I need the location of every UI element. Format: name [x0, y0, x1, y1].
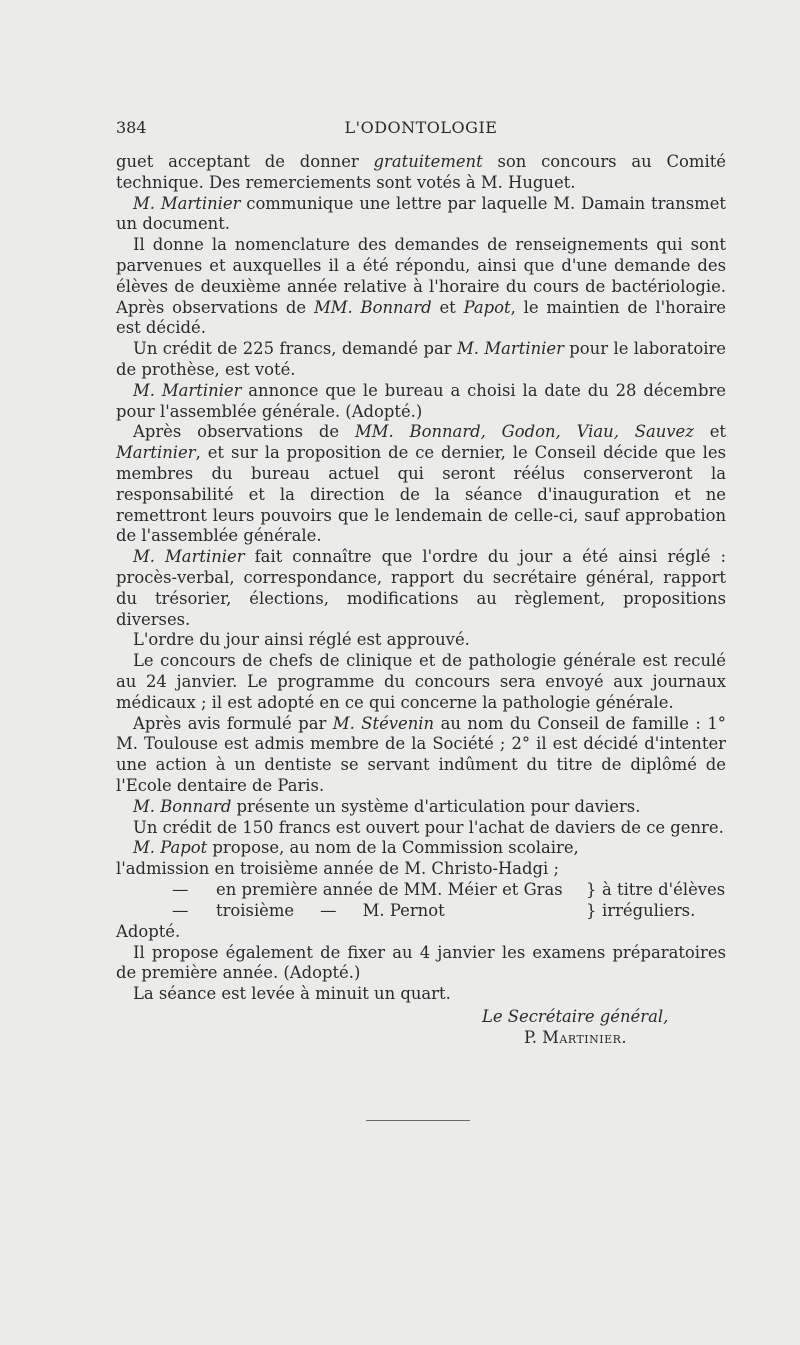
paragraph: Après observations de MM. Bonnard, Godon, Viau, Sauvez et Martinier, et sur la proposition de ce dernier, le Conseil décide que les membres du bureau actuel qui seront réélus conserveront la responsabilité et la direction de la séance d'inauguration et ne remettront leurs pouvoirs que le lendemain de celle-ci, sauf approbation de l'assemblée générale.	[116, 422, 726, 546]
paragraph: Il propose également de fixer au 4 janvier les examens préparatoires de première année. (Adopté.)	[116, 942, 726, 983]
signature-block	[116, 1007, 726, 1049]
list-item: — en première année de MM. Méier et Gras } à titre d'élèves	[172, 879, 726, 899]
paragraph: l'admission en troisième année de M. Christo-Hadgi ;	[116, 859, 560, 879]
body-text	[116, 152, 726, 1049]
signature-name: P. Martinier.	[524, 1027, 628, 1047]
paragraph: M. Bonnard présente un système d'articulation pour daviers.	[133, 796, 641, 816]
running-title: L'ODONTOLOGIE	[344, 118, 498, 137]
paragraph: L'ordre du jour ainsi réglé est approuvé.	[133, 630, 470, 650]
end-rule	[366, 1120, 470, 1121]
paragraph: guet acceptant de donner gratuitement son concours au Comité technique. Des remerciements sont votés à M. Huguet.	[116, 152, 726, 192]
paragraph: M. Martinier fait connaître que l'ordre du jour a été ainsi réglé : procès-verbal, correspondance, rapport du secrétaire général, rapport du trésorier, élections, modifications au règlement, propositions diverses.	[116, 547, 726, 629]
paragraph: Après avis formulé par M. Stévenin au nom du Conseil de famille : 1° M. Toulouse est admis membre de la Société ; 2° il est décidé d'intenter une action à un dentiste se servant indûment du titre de diplômé de l'Ecole dentaire de Paris.	[116, 713, 726, 795]
signature-role: Le Secrétaire général,	[482, 1007, 669, 1027]
paragraph: M. Martinier communique une lettre par laquelle M. Damain transmet un document.	[116, 193, 726, 234]
paragraph: Le concours de chefs de clinique et de pathologie générale est reculé au 24 janvier. Le programme du concours sera envoyé aux journaux médicaux ; il est adopté en ce qui concerne la pathologie générale.	[116, 651, 726, 712]
paragraph: M. Papot propose, au nom de la Commission scolaire,	[133, 838, 579, 858]
paragraph: Il donne la nomenclature des demandes de renseignements qui sont parvenues et auxquelles il a été répondu, ainsi que d'une demande des élèves de deuxième année relative à l'horaire du cours de bactériologie. Après observations de MM. Bonnard et Papot, le maintien de l'horaire est décidé.	[116, 235, 726, 338]
paragraph: Un crédit de 225 francs, demandé par M. Martinier pour le laboratoire de prothèse, est voté.	[116, 339, 726, 379]
paragraph: La séance est levée à minuit un quart.	[133, 984, 451, 1004]
paragraph: Un crédit de 150 francs est ouvert pour l'achat de daviers de ce genre.	[133, 817, 724, 837]
paragraph: M. Martinier annonce que le bureau a choisi la date du 28 décembre pour l'assemblée générale. (Adopté.)	[116, 380, 726, 421]
paragraph: Adopté.	[116, 921, 181, 941]
page-number: 384	[116, 118, 147, 137]
page-header	[116, 118, 726, 142]
list-item: — troisième — M. Pernot } irréguliers.	[172, 900, 696, 920]
